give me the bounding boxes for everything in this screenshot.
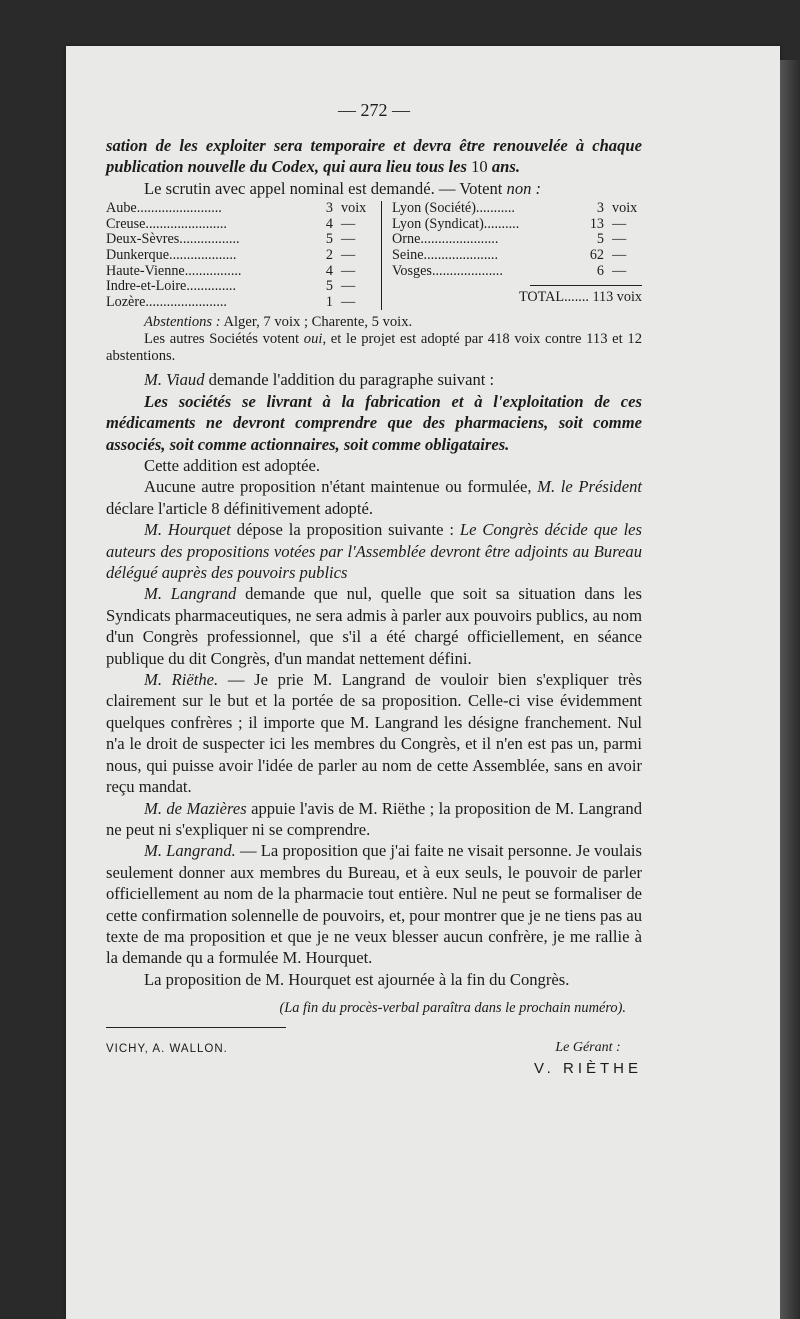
speaker-riethe: M. Riëthe. [144, 670, 219, 690]
continuation-number: 10 [466, 157, 492, 177]
vote-count: 5 [596, 231, 604, 248]
vote-name: Lozère....................... [106, 293, 227, 310]
continuation-text-b: temporaire et devra être renouvelée à chaque publication nouvelle du Codex, qui aura lieu tous les [106, 136, 642, 177]
vote-row [392, 217, 642, 233]
vote-row [106, 201, 371, 217]
continuation-note: (La fin du procès-verbal paraîtra dans le prochain numéro). [279, 1000, 626, 1017]
vote-unit: — [612, 215, 627, 232]
vote-row [392, 248, 642, 264]
mazieres-text: appuie l'avis de M. Riëthe ; la proposition de M. Langrand ne peut ni s'expliquer ni se comprendre. [106, 798, 642, 839]
addition-paragraph: Les sociétés se livrant à la fabrication et à l'exploitation de ces médicaments ne devront comprendre que des pharmaciens, soit comme associés, soit comme actionnaires, soit comme obligataires. [106, 391, 642, 454]
speaker-mazieres: M. de Mazières [144, 798, 247, 818]
viaud-paragraph [106, 369, 642, 390]
vote-column-right [382, 201, 642, 310]
vote-count: 6 [596, 262, 604, 279]
vote-name: Indre-et-Loire.............. [106, 278, 237, 295]
adopted-paragraph: Cette addition est adoptée. [144, 456, 321, 475]
vote-name: Lyon (Société)........... [392, 200, 515, 217]
vote-unit: — [341, 293, 356, 310]
vote-name: Deux-Sèvres................. [106, 231, 240, 248]
ajournee-paragraph: La proposition de M. Hourquet est ajournée à la fin du Congrès. [144, 969, 570, 989]
page-content [106, 100, 642, 1077]
vote-unit: — [341, 231, 356, 248]
vote-count: 13 [589, 215, 604, 232]
vote-row [106, 264, 371, 280]
vote-count: 3 [325, 200, 333, 217]
abstentions-text: Alger, 7 voix ; Charente, 5 voix. [220, 314, 413, 331]
vote-name: Creuse....................... [106, 215, 227, 232]
vote-count: 5 [325, 278, 333, 295]
gerant-name: V. RIÈTHE [534, 1060, 642, 1078]
vote-name: Seine..................... [392, 247, 499, 263]
abstentions-label: Abstentions : [144, 314, 221, 331]
printer-imprint: VICHY, A. WALLON. [106, 1043, 228, 1056]
vote-unit: — [612, 231, 627, 248]
langrand2-paragraph [106, 840, 642, 968]
others-text-b: , et le projet est adopté par 418 voix contre 113 et 12 abstentions. [106, 331, 642, 365]
vote-count: 2 [325, 247, 333, 263]
speaker-president: M. le Président [537, 477, 643, 497]
vote-row [106, 248, 371, 264]
vote-column-left [106, 201, 382, 310]
vote-name: Lyon (Syndicat).......... [392, 215, 520, 232]
vote-row [106, 295, 371, 311]
page-edge [780, 60, 800, 1319]
hourquet-paragraph [106, 519, 642, 583]
others-text-a: Les autres Sociétés votent [144, 331, 304, 348]
total-value: 113 voix [592, 289, 642, 306]
gerant-block [534, 1040, 642, 1077]
mazieres-paragraph [106, 798, 642, 841]
vote-count: 4 [325, 215, 333, 232]
scrutin-non: non : [506, 178, 542, 198]
others-oui: oui [303, 331, 323, 348]
signature-rule [106, 1027, 286, 1028]
langrand-paragraph [106, 583, 642, 669]
abstentions-block [106, 314, 642, 365]
aucune-text-b: déclare l'article 8 définitivement adopté. [106, 498, 373, 518]
hourquet-text: dépose la proposition suivante : [230, 520, 460, 540]
total-rule [530, 285, 642, 286]
aucune-text-a: Aucune autre proposition n'étant maintenue ou formulée, [144, 477, 538, 497]
page-number: — 272 — [338, 100, 410, 120]
vote-count: 5 [325, 231, 333, 248]
total-label: TOTAL....... [518, 289, 589, 306]
speaker-langrand-2: M. Langrand. [144, 841, 236, 861]
vote-name: Haute-Vienne................ [106, 262, 242, 279]
vote-count: 1 [325, 293, 333, 310]
vote-name: Orne...................... [392, 231, 499, 248]
vote-row [392, 232, 642, 248]
total-row [392, 290, 642, 306]
vote-unit: — [341, 247, 356, 263]
continuation-end: ans. [491, 157, 520, 177]
others-paragraph [106, 331, 642, 365]
langrand-text: demande que nul, quelle que soit sa situation dans les Syndicats pharmaceutiques, ne sera admis à parler aux pouvoirs publics, au nom d'un Congrès professionnel, que s'il a été chargé officiellement, en séance publique du dit Congrès, d'un mandat nettement défini. [106, 584, 642, 668]
vote-row [106, 279, 371, 295]
vote-unit: — [341, 215, 356, 232]
vote-unit: — [612, 262, 627, 279]
vote-name: Vosges.................... [392, 262, 503, 279]
scrutin-text: Le scrutin avec appel nominal est demandé. — Votent [144, 178, 507, 198]
vote-row [106, 217, 371, 233]
vote-count: 62 [589, 247, 604, 263]
langrand2-text: — La proposition que j'ai faite ne visait personne. Je voulais seulement donner aux membres du Bureau, et à eux seuls, le pouvoir de parler officiellement au nom de la pharmacie tout entière. Nul ne peut se formaliser de cette confirmation solennelle de pouvoirs, et, pour montrer que je ne tiens pas au texte de ma proposition et que je ne veux blesser aucun confrère, je me rallie à la demande qu a formulée M. Hourquet. [106, 841, 642, 968]
gerant-label: Le Gérant : [555, 1040, 621, 1056]
vote-unit: — [612, 247, 627, 263]
vote-name: Aube........................ [106, 200, 222, 217]
speaker-viaud: M. Viaud [144, 370, 205, 390]
vote-unit: — [341, 262, 356, 279]
vote-count: 4 [325, 262, 333, 279]
continuation-text-a: sation de les exploiter sera [106, 136, 311, 155]
speaker-langrand: M. Langrand [144, 584, 237, 604]
aucune-paragraph [106, 476, 642, 519]
vote-count: 3 [596, 200, 604, 217]
vote-unit: voix [612, 200, 638, 217]
speaker-hourquet: M. Hourquet [144, 520, 231, 540]
signature-block [106, 1040, 642, 1077]
scrutin-paragraph [106, 178, 642, 199]
riethe-paragraph [106, 669, 642, 797]
vote-row [392, 264, 642, 280]
viaud-text: demande l'addition du paragraphe suivant : [204, 370, 495, 390]
vote-unit: — [341, 278, 356, 295]
vote-row [392, 201, 642, 217]
vote-unit: voix [341, 200, 367, 217]
paragraph-continuation [106, 135, 642, 178]
vote-table [106, 201, 642, 310]
riethe-text: — Je prie M. Langrand de vouloir bien s'expliquer très clairement sur le but et la portée de sa proposition. Celle-ci vise évidemment quelques confrères ; il importe que M. Langrand les désigne franchement. Nul n'a le droit de suspecter ici les membres du Congrès, et il n'en est pas un, parmi nous, qui puisse avoir l'idée de parler au nom de cette Assemblée, sans en avoir reçu mandat. [106, 670, 643, 797]
hourquet-proposition: Le Congrès décide que les auteurs des propositions votées par l'Assemblée devront être adjoints au Bureau délégué auprès des pouvoirs publics [106, 520, 642, 583]
abstentions-paragraph [106, 314, 642, 331]
vote-row [106, 232, 371, 248]
vote-name: Dunkerque................... [106, 247, 237, 263]
